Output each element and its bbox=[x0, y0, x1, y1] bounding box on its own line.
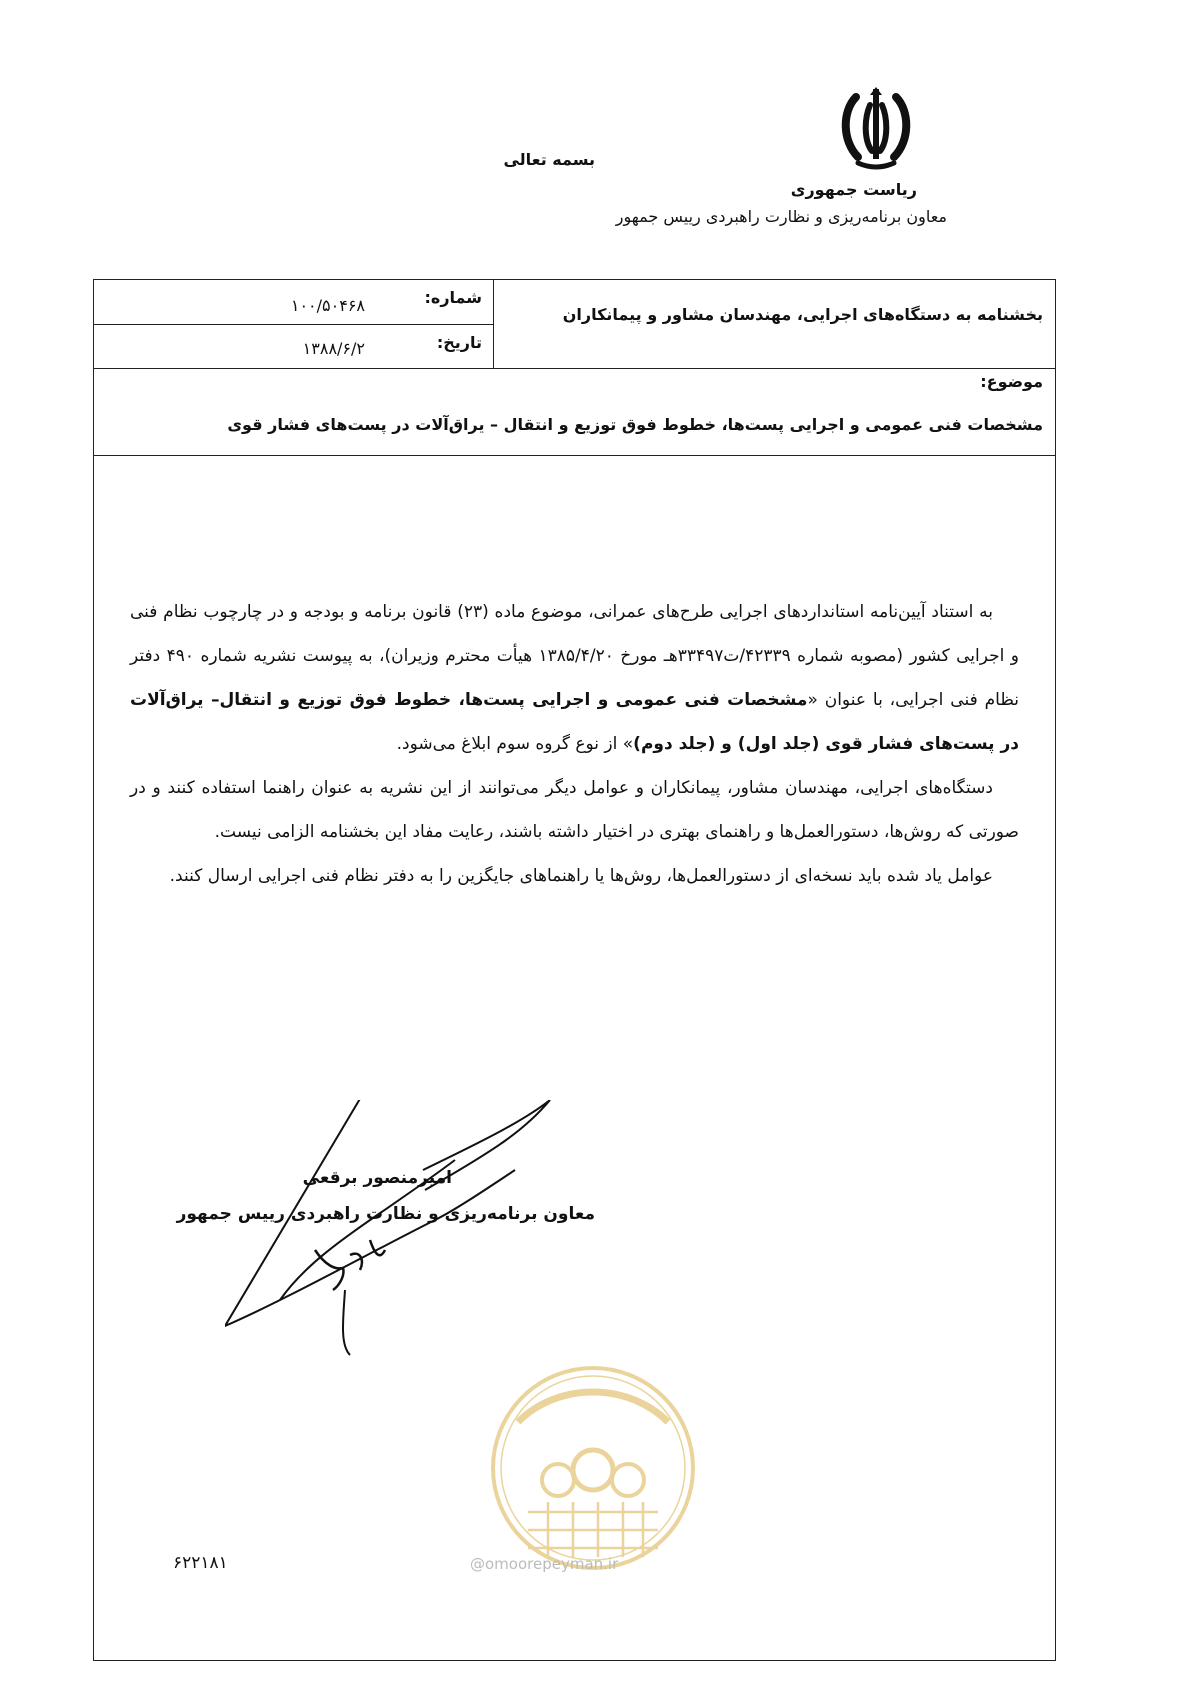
handwritten-signature-icon bbox=[225, 1100, 615, 1360]
body-p1-part1: به استناد آیین‌نامه استانداردهای اجرایی طرح‌های عمرانی، موضوع ماده (۲۳) قانون برنامه و بودجه و در چارچوب نظام فنی و اجرایی کشور (مصوبه شماره ۴۲۳۳۹/ت۳۳۴۹۷هـ مورخ ۱۳۸۵/۴/۲۰ هیأت محترم وزیران)، به پیوست نشریه شماره ۴۹۰ دفتر نظام فنی اجرایی، با عنوان « bbox=[130, 602, 1019, 710]
signatory-name: امیرمنصور برقعی bbox=[302, 1168, 452, 1188]
subject-divider bbox=[93, 455, 1056, 456]
header-divider bbox=[93, 368, 1056, 369]
subject-text: مشخصات فنی عمومی و اجرایی پست‌ها، خطوط فوق توزیع و انتقال – یراق‌آلات در پست‌های فشار قوی bbox=[227, 415, 1043, 434]
org-subtitle: معاون برنامه‌ریزی و نظارت راهبردی رییس جمهور bbox=[615, 207, 947, 226]
omoorepeyman-stamp-icon bbox=[488, 1352, 698, 1584]
recipients-line: بخشنامه به دستگاه‌های اجرایی، مهندسان مشاور و پیمانکاران bbox=[562, 305, 1043, 324]
bismillah-heading: بسمه تعالی bbox=[503, 150, 595, 169]
iran-emblem-icon bbox=[834, 85, 918, 177]
page-code: ۶۲۲۱۸۱ bbox=[173, 1553, 228, 1573]
body-paragraph-2: دستگاه‌های اجرایی، مهندسان مشاور، پیمانکاران و عوامل دیگر می‌توانند از این نشریه به عنوان راهنما استفاده کنند و در صورتی که روش‌ها، دستورالعمل‌ها و راهنمای بهتری در اختیار داشته باشند، رعایت مفاد این بخشنامه الزامی نیست. bbox=[130, 778, 1019, 842]
body-p1-bold-title: مشخصات فنی عمومی و اجرایی پست‌ها، خطوط فوق توزیع و انتقال– یراق‌آلات در پست‌های فشار قوی (جلد اول) و (جلد دوم) bbox=[130, 690, 1019, 754]
watermark-handle: @omoorepeyman.ir bbox=[470, 1555, 619, 1573]
letter-body bbox=[130, 590, 1019, 898]
number-label: شماره: bbox=[424, 288, 482, 307]
subject-label: موضوع: bbox=[980, 372, 1043, 391]
org-name: ریاست جمهوری bbox=[790, 180, 917, 199]
date-label: تاریخ: bbox=[436, 333, 482, 352]
meta-row-divider bbox=[93, 324, 493, 325]
number-value: ۱۰۰/۵۰۴۶۸ bbox=[290, 296, 365, 315]
date-value: ۱۳۸۸/۶/۲ bbox=[302, 339, 365, 358]
body-paragraph-3: عوامل یاد شده باید نسخه‌ای از دستورالعمل‌ها، روش‌ها یا راهنماهای جایگزین را به دفتر نظام فنی اجرایی ارسال کنند. bbox=[169, 866, 993, 886]
body-p1-part2: » از نوع گروه سوم ابلاغ می‌شود. bbox=[396, 734, 634, 754]
body-paragraph-1 bbox=[130, 590, 1019, 766]
signatory-title: معاون برنامه‌ریزی و نظارت راهبردی رییس جمهور bbox=[176, 1204, 595, 1224]
meta-column-divider bbox=[493, 279, 494, 368]
